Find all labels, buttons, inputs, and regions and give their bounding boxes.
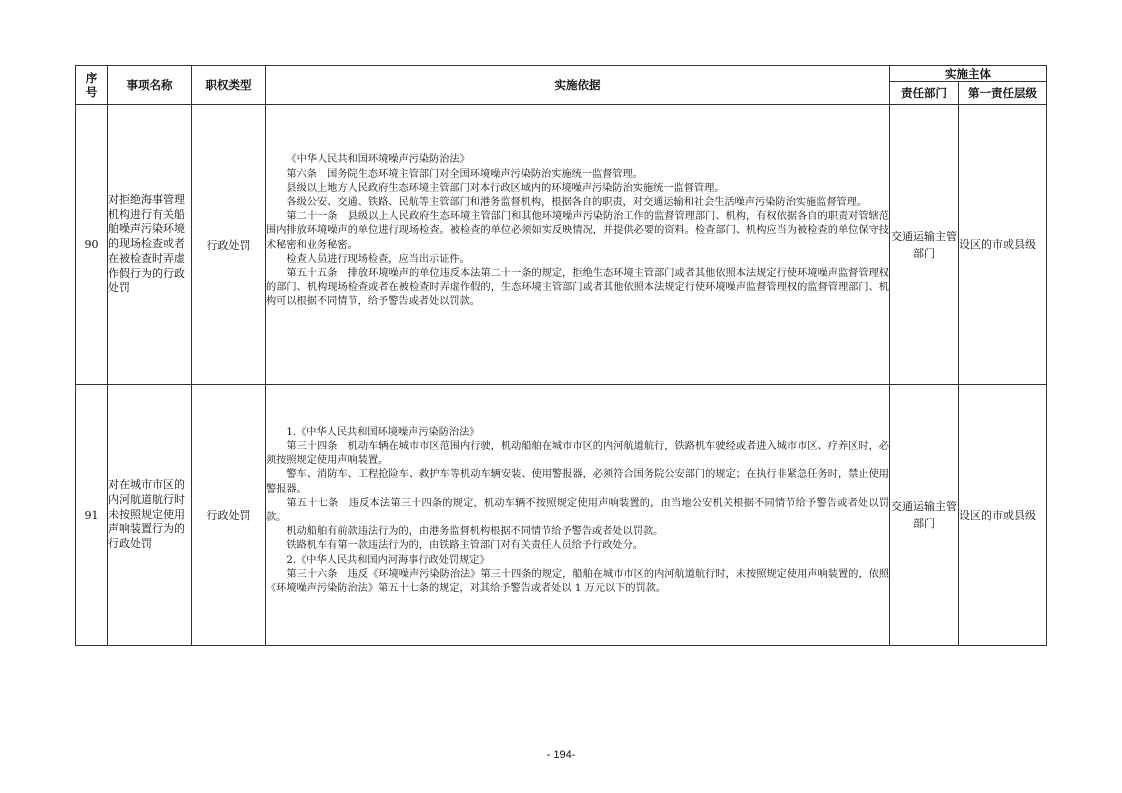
header-seq: 序号 bbox=[76, 66, 108, 105]
row-dept: 交通运输主管部门 bbox=[890, 385, 959, 646]
row-seq: 91 bbox=[76, 385, 108, 646]
header-dept: 责任部门 bbox=[890, 82, 959, 105]
header-subject: 实施主体 bbox=[890, 66, 1047, 82]
row-level: 设区的市或县级 bbox=[959, 385, 1047, 646]
table-row bbox=[76, 105, 1047, 385]
row-basis bbox=[266, 105, 890, 385]
basis-paragraph: 1.《中华人民共和国环境噪声污染防治法》 bbox=[286, 426, 480, 438]
row-power-type: 行政处罚 bbox=[192, 385, 266, 646]
basis-paragraph: 第三十四条 机动车辆在城市市区范围内行驶，机动船舶在城市市区的内河航道航行，铁路机车驶经或者进入城市市区、疗养区时，必须按照规定使用声响装置。 bbox=[266, 440, 889, 467]
header-level: 第一责任层级 bbox=[959, 82, 1047, 105]
basis-paragraph: 2.《中华人民共和国内河海事行政处罚规定》 bbox=[286, 554, 490, 566]
basis-paragraph: 《中华人民共和国环境噪声污染防治法》 bbox=[286, 154, 470, 166]
header-basis: 实施依据 bbox=[266, 66, 890, 105]
row-item-name: 对拒绝海事管理机构进行有关船舶噪声污染环境的现场检查或者在被检查时弄虚作假行为的行政处罚 bbox=[108, 105, 192, 385]
row-power-type: 行政处罚 bbox=[192, 105, 266, 385]
header-power-type: 职权类型 bbox=[192, 66, 266, 105]
basis-paragraph: 第五十七条 违反本法第三十四条的规定，机动车辆不按照规定使用声响装置的，由当地公安机关根据不同情节给予警告或者处以罚款。 bbox=[266, 497, 889, 523]
row-seq: 90 bbox=[76, 105, 108, 385]
basis-paragraph: 各级公安、交通、铁路、民航等主管部门和港务监督机构，根据各自的职责，对交通运输和社会生活噪声污染防治实施监督管理。 bbox=[286, 196, 868, 208]
row-basis bbox=[266, 385, 890, 646]
basis-paragraph: 第五十五条 排放环境噪声的单位违反本法第二十一条的规定，拒绝生态环境主管部门或者其他依照本法规定行使环境噪声监督管理权的部门、机构现场检查或者在被检查时弄虚作假的，生态环境主管部门或者其他依照本法规定行使环境噪声监督管理权的监督管理部门、机构可以根据不同情节，给予警告或者处以罚款。 bbox=[266, 268, 889, 308]
basis-paragraph: 第六条 国务院生态环境主管部门对全国环境噪声污染防治实施统一监督管理。 bbox=[286, 168, 643, 180]
table-row bbox=[76, 385, 1047, 646]
row-level: 设区的市或县级 bbox=[959, 105, 1047, 385]
basis-paragraph: 检查人员进行现场检查，应当出示证件。 bbox=[286, 253, 470, 265]
basis-paragraph: 铁路机车有第一款违法行为的，由铁路主管部门对有关责任人员给予行政处分。 bbox=[286, 540, 643, 552]
basis-paragraph: 第三十六条 违反《环境噪声污染防治法》第三十四条的规定，船舶在城市市区的内河航道航行时，未按照规定使用声响装置的，依照《环境噪声污染防治法》第五十七条的规定，对其给予警告或者处以 1 万元以下的罚款。 bbox=[266, 568, 889, 595]
basis-paragraph: 县级以上地方人民政府生态环境主管部门对本行政区域内的环境噪声污染防治实施统一监督管理。 bbox=[286, 182, 725, 194]
row-dept: 交通运输主管部门 bbox=[890, 105, 959, 385]
basis-paragraph: 警车、消防车、工程抢险车、救护车等机动车辆安装、使用警报器，必须符合国务院公安部门的规定；在执行非紧急任务时，禁止使用警报器。 bbox=[266, 469, 889, 495]
row-item-name: 对在城市市区的内河航道航行时未按照规定使用声响装置行为的行政处罚 bbox=[108, 385, 192, 646]
authority-table bbox=[75, 65, 1047, 646]
page-number: - 194- bbox=[546, 749, 576, 761]
basis-paragraph: 第二十一条 县级以上人民政府生态环境主管部门和其他环境噪声污染防治工作的监督管理部门、机构，有权依据各自的职责对管辖范围内排放环境噪声的单位进行现场检查。被检查的单位必须如实反映情况，并提供必要的资料。检查部门、机构应当为被检查的单位保守技术秘密和业务秘密。 bbox=[266, 211, 889, 251]
basis-paragraph: 机动船舶有前款违法行为的，由港务监督机构根据不同情节给予警告或者处以罚款。 bbox=[286, 526, 664, 538]
header-item-name: 事项名称 bbox=[108, 66, 192, 105]
